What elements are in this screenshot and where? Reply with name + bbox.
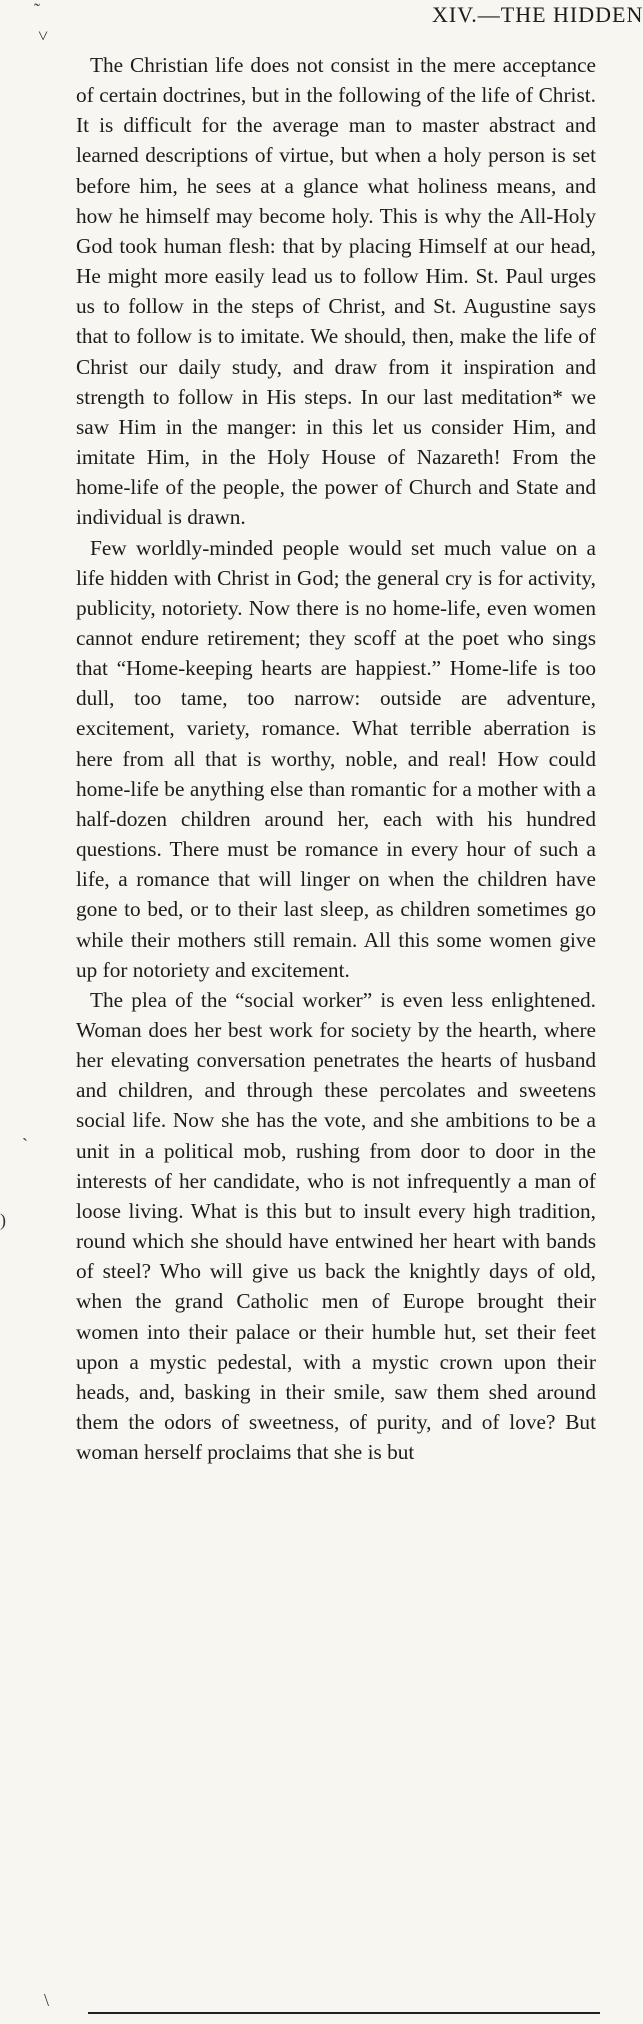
margin-mark: \ <box>44 1990 50 2010</box>
margin-mark: ` <box>22 1135 28 1155</box>
paragraph: The plea of the “social worker” is even less enlightened. Woman does her best work for society by the hearth, where her elevating conversation penetrates the hearts of husband and children, and through these percolates and sweetens social life. Now she has the vote, and she ambitions to be a unit in a political mob, rushing from door to door in the interests of her candidate, who is not infrequently a man of loose living. What is this but to insult every high tradition, round which she should have entwined her heart with bands of steel? Who will give us back the knightly days of old, when the grand Catholic men of Europe brought their women into their palace or their humble hut, set their feet upon a mystic pedestal, with a mystic crown upon their heads, and, basking in their smile, saw them shed around them the odors of sweetness, of purity, and of love? But woman herself proclaims that she is but <box>76 987 596 1465</box>
footnote-rule <box>88 2012 600 2014</box>
margin-mark: ˜ <box>34 0 40 20</box>
paragraph: Few worldly-minded people would set much value on a life hidden with Christ in God; the general cry is for activity, publicity, notoriety. Now there is no home-life, even women cannot endure retirement; they scoff at the poet who sings that “Home-keeping hearts are happiest.” Home-life is too dull, too tame, too narrow: outside are adventure, excitement, variety, romance. What terrible aberration is here from all that is worthy, noble, and real! How could home-life be anything else than romantic for a mother with a half-dozen children around her, each with his hundred questions. There must be romance in every hour of such a life, a romance that will linger on when the children have gone to bed, or to their last sleep, as children sometimes go while their mothers still remain. All this some women give up for notoriety and excitement. <box>76 535 596 982</box>
body-text <box>76 50 596 1467</box>
margin-mark: ˅ <box>38 26 49 46</box>
paragraph: The Christian life does not consist in the mere acceptance of certain doctrines, but in the following of the life of Christ. It is difficult for the average man to master abstract and learned descriptions of virtue, but when a holy person is set before him, he sees at a glance what holiness means, and how he himself may become holy. This is why the All-Holy God took human flesh: that by placing Himself at our head, He might more easily lead us to follow Him. St. Paul urges us to follow in the steps of Christ, and St. Augustine says that to follow is to imitate. We should, then, make the life of Christ our daily study, and draw from it inspiration and strength to follow in His steps. In our last meditation* we saw Him in the manger: in this let us consider Him, and imitate Him, in the Holy House of Nazareth! From the home-life of the people, the power of Church and State and individual is drawn. <box>76 53 596 530</box>
margin-mark: ) <box>0 1210 6 1230</box>
running-header: XIV.—THE HIDDEN <box>432 2 643 27</box>
